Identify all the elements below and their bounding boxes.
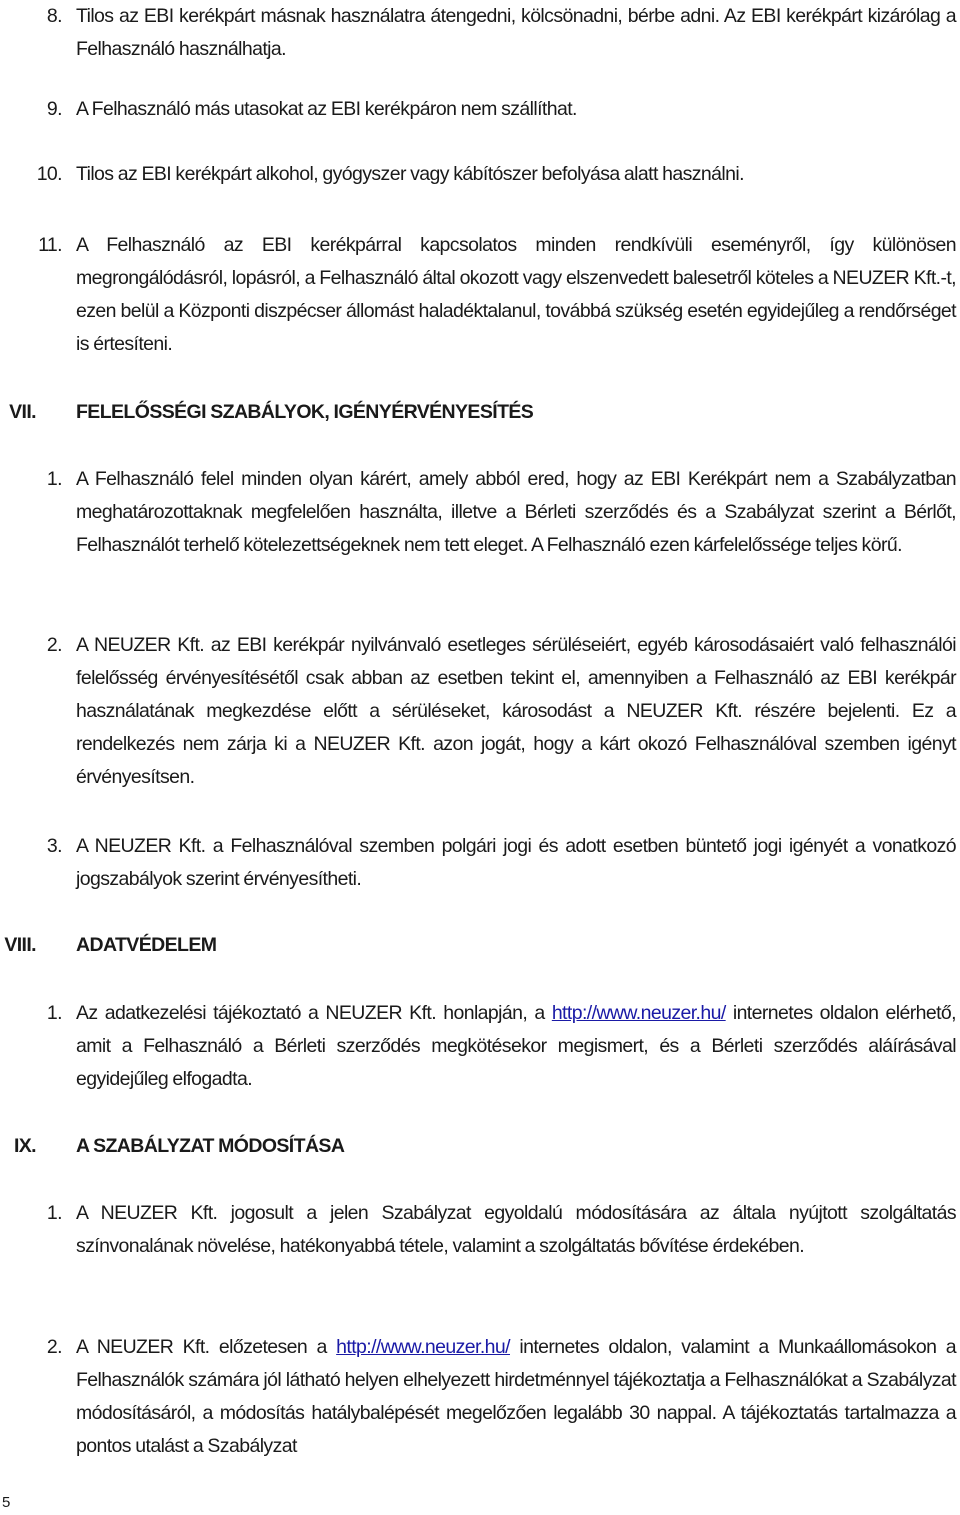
item-number: 2. <box>46 1336 62 1358</box>
section-title: A SZABÁLYZAT MÓDOSÍTÁSA <box>76 1135 345 1157</box>
item-number: 2. <box>46 634 62 656</box>
item-text-after: internetes oldalon, valamint a Munkaállomásokon a Felhasználók számára jól látható helyen elhelyezett hirdetménnyel tájékoztatja a Felhasználókat a Szabályzat módosításáról, a módosítás hatálybalépését megelőzően legalább 30 nappal. A tájékoztatás tartalmazza a pontos utalást a Szabályzat <box>76 1336 956 1457</box>
item-number: 1. <box>46 1002 62 1024</box>
item-text: A Felhasználó más utasokat az EBI kerékpáron nem szállíthat. <box>76 98 577 120</box>
item-text-before: Az adatkezelési tájékoztató a NEUZER Kft. honlapján, a <box>76 1002 552 1024</box>
item-number: 10. <box>36 163 62 185</box>
item-text: A NEUZER Kft. az EBI kerékpár nyilvánvaló esetleges sérüléseiért, egyéb károsodásaiért való felhasználói felelősség érvényesítésétől csak abban az esetben tekint el, amennyiben a Felhasználó az EBI kerékpár használatának megkezdése előtt a sérüléseket, károsodást a NEUZER Kft. részére bejelenti. Ez a rendelkezés nem zárja ki a NEUZER Kft. azon jogát, hogy a kárt okozó Felhasználóval szemben igényt érvényesítsen. <box>76 634 956 788</box>
item-text <box>76 997 956 1096</box>
section-title: FELELŐSSÉGI SZABÁLYOK, IGÉNYÉRVÉNYESÍTÉS <box>76 401 534 423</box>
item-text: Tilos az EBI kerékpárt másnak használatra átengedni, kölcsönadni, bérbe adni. Az EBI kerékpárt kizárólag a Felhasználó használhatja. <box>76 5 956 60</box>
section-number: IX. <box>13 1135 36 1157</box>
item-text: Tilos az EBI kerékpárt alkohol, gyógyszer vagy kábítószer befolyása alatt használni. <box>76 163 744 185</box>
section-number: VIII. <box>4 934 36 956</box>
section-number: VII. <box>9 401 36 423</box>
item-text: A NEUZER Kft. a Felhasználóval szemben polgári jogi és adott esetben büntető jogi igényét a vonatkozó jogszabályok szerint érvényesítheti. <box>76 835 956 890</box>
item-number: 1. <box>46 1202 62 1224</box>
item-number: 9. <box>46 98 62 120</box>
item-text <box>76 1331 956 1463</box>
page-number: 5 <box>2 1494 11 1511</box>
item-number: 8. <box>46 5 62 27</box>
item-text: A Felhasználó felel minden olyan kárért, amely abból ered, hogy az EBI Kerékpárt nem a Szabályzatban meghatározottaknak megfelelően használta, illetve a Bérleti szerződés és a Szabályzat szerint a Bérlőt, Felhasználót terhelő kötelezettségeknek nem tett eleget. A Felhasználó ezen kárfelelőssége teljes körű. <box>76 468 956 556</box>
item-number: 1. <box>46 468 62 490</box>
item-text-after: internetes oldalon elérhető, amit a Felhasználó a Bérleti szerződés megkötésekor megismert, és a Bérleti szerződés aláírásával egyidejűleg elfogadta. <box>76 1002 956 1090</box>
item-text: A NEUZER Kft. jogosult a jelen Szabályzat egyoldalú módosítására az általa nyújtott szolgáltatás színvonalának növelése, hatékonyabbá tétele, valamint a szolgáltatás bővítése érdekében. <box>76 1202 956 1257</box>
neuzer-website-link[interactable]: http://www.neuzer.hu/ <box>336 1336 510 1358</box>
item-text-before: A NEUZER Kft. előzetesen a <box>76 1336 337 1358</box>
item-text: A Felhasználó az EBI kerékpárral kapcsolatos minden rendkívüli eseményről, így különösen megrongálódásról, lopásról, a Felhasználó által okozott vagy elszenvedett balesetről köteles a NEUZER Kft.-t, ezen belül a Központi diszpécser állomást haladéktalanul, továbbá szükség esetén egyidejűleg a rendőrséget is értesíteni. <box>76 234 956 355</box>
neuzer-website-link[interactable]: http://www.neuzer.hu/ <box>551 1002 726 1024</box>
item-number: 11. <box>38 234 62 256</box>
section-title: ADATVÉDELEM <box>76 934 217 956</box>
item-number: 3. <box>46 835 62 857</box>
